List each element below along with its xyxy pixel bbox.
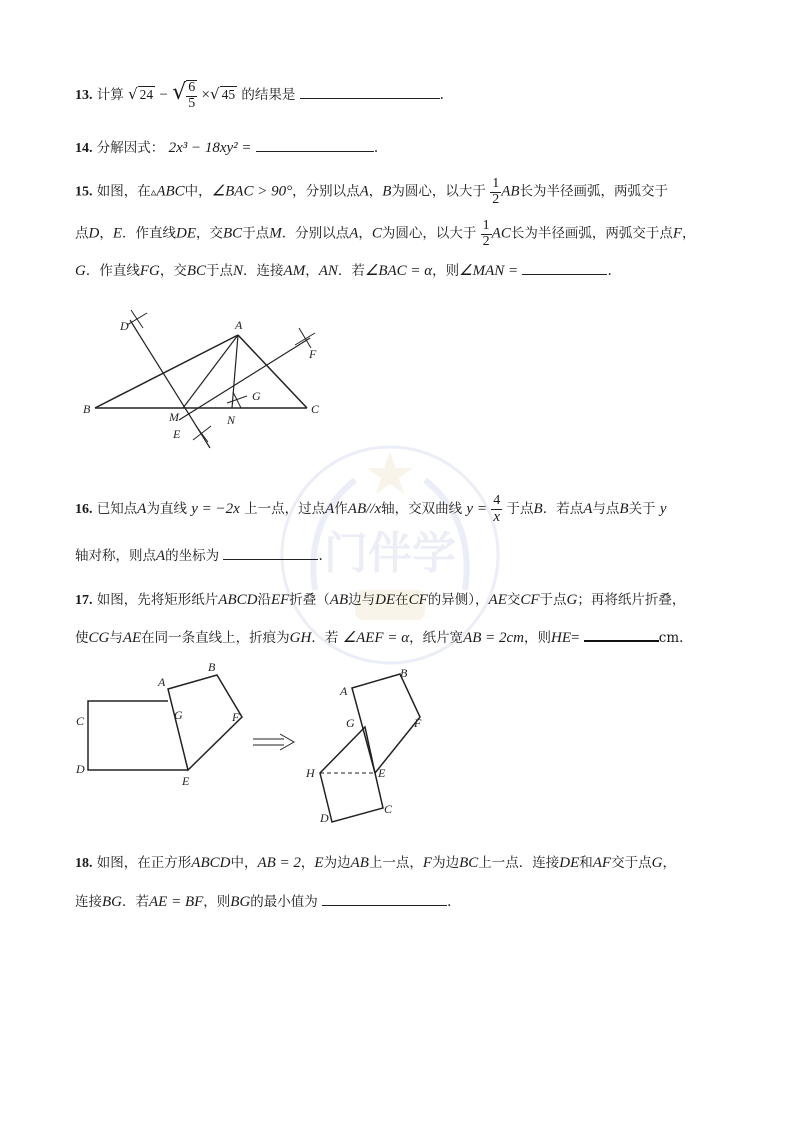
svg-text:D: D	[120, 319, 129, 333]
question-16-line-2: 轴对称，则点A的坐标为 .	[75, 548, 323, 564]
figure-17-folding	[70, 655, 430, 830]
answer-blank[interactable]	[322, 893, 447, 906]
arrow-right-icon	[253, 734, 294, 750]
question-14: 14. 分解因式： 2x³ − 18xy² = .	[75, 140, 379, 156]
svg-text:N: N	[227, 413, 236, 427]
svg-text:A: A	[235, 318, 243, 332]
answer-blank[interactable]	[256, 139, 374, 152]
svg-text:B: B	[400, 666, 408, 680]
svg-text:C: C	[311, 402, 320, 416]
question-15-line-2: 点D，E．作直线DE，交BC于点M．分别以点A，C为圆心，以大于 $\frac{1}{2}$ AC长为半径画弧，两弧交于点F，	[75, 218, 696, 249]
question-17-line-1: 17. 如图，先将矩形纸片ABCD沿EF折叠（AB边与DE在CF的异侧），AE交CF于点G；再将纸片折叠，	[75, 592, 686, 608]
question-number: 13.	[75, 88, 93, 104]
svg-text:E: E	[182, 774, 190, 788]
question-18-line-2: 连接BG．若AE = BF，则BG的最小值为 .	[75, 894, 452, 910]
answer-blank[interactable]	[584, 628, 659, 642]
svg-text:C: C	[76, 714, 85, 728]
answer-blank[interactable]	[522, 262, 607, 275]
svg-text:A: A	[158, 675, 166, 689]
svg-text:B: B	[208, 660, 216, 674]
question-15-line-1: 15. 如图，在▵ABC中，∠BAC > 90°，分别以点A，B为圆心，以大于 $\frac{1}{2}$ AB长为半径画弧，两弧交于	[75, 176, 669, 207]
svg-text:D: D	[76, 762, 85, 776]
svg-text:F: F	[414, 716, 422, 730]
svg-text:F: F	[309, 347, 317, 361]
svg-text:G: G	[346, 716, 355, 730]
svg-text:G: G	[252, 389, 261, 403]
figure-15-triangle	[75, 300, 335, 460]
svg-text:F: F	[232, 710, 240, 724]
svg-text:C: C	[384, 802, 393, 816]
question-16-line-1: 16. 已知点A为直线 y = −2x 上一点，过点A作AB//x轴，交双曲线 y = $\frac{4}{x}$ 于点B．若点A与点B关于 y	[75, 493, 667, 525]
svg-text:H: H	[306, 766, 315, 780]
answer-blank[interactable]	[223, 547, 318, 560]
svg-text:E: E	[378, 766, 386, 780]
question-18-line-1: 18. 如图，在正方形ABCD中，AB = 2，E为边AB上一点，F为边BC上一点．连接DE和AF交于点G，	[75, 855, 676, 871]
question-17-line-2: 使CG与AE在同一条直线上，折痕为GH．若 ∠AEF = α，纸片宽AB = 2cm，则HE= cm.	[75, 630, 684, 646]
svg-text:D: D	[320, 811, 329, 825]
svg-text:A: A	[340, 684, 348, 698]
svg-text:M: M	[169, 410, 179, 424]
svg-text:E: E	[173, 427, 181, 441]
svg-text:G: G	[174, 708, 183, 722]
question-13: 13. 计算 √ 24 − √ $\frac{6}{5}$ ×√ 45 的结果是 .	[75, 80, 444, 111]
answer-blank[interactable]	[300, 86, 440, 99]
question-15-line-3: G．作直线FG，交BC于点N．连接AM，AN．若∠BAC = α，则∠MAN = .	[75, 263, 612, 279]
svg-text:B: B	[83, 402, 91, 416]
watermark-text: 门伴学	[324, 528, 456, 579]
